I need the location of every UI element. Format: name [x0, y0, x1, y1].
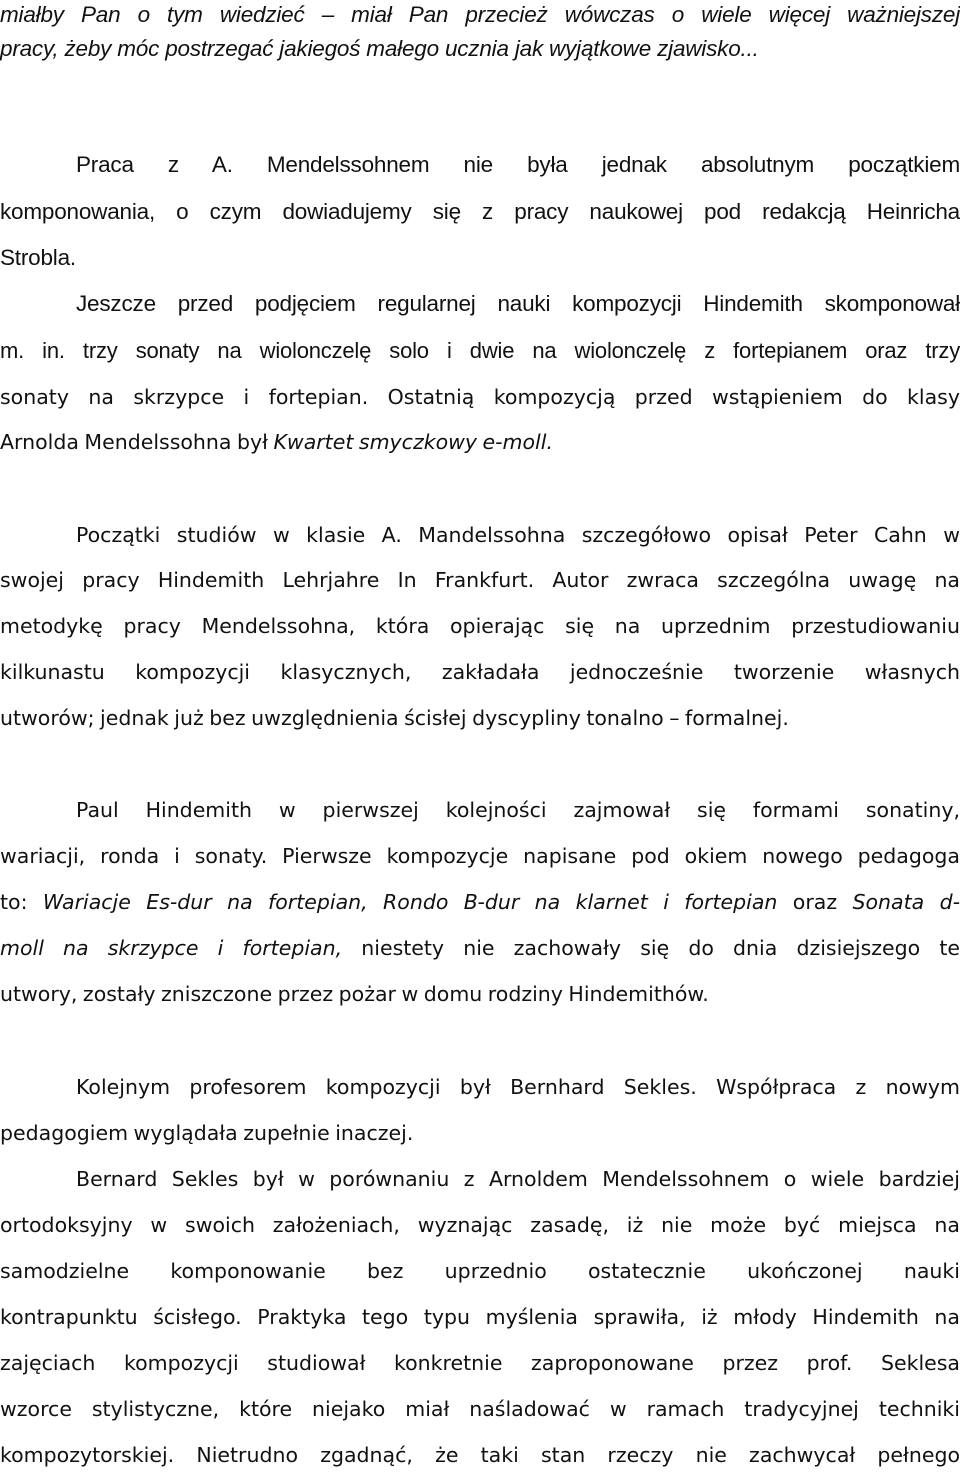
text-line: Początki studiów w klasie A. Mandelssohna szczegółowo opisał Peter Cahn w	[76, 523, 960, 547]
text-span: niestety nie zachowały się do dnia dzisiejszego te	[342, 936, 960, 960]
text-line: Bernard Sekles był w porównaniu z Arnoldem Mendelssohnem o wiele bardziej	[76, 1167, 960, 1191]
text-line	[0, 936, 960, 960]
text-line: pedagogiem wyglądała zupełnie inaczej.	[0, 1121, 414, 1145]
work-title: Wariacje Es-dur na fortepian, Rondo B-dur na klarnet i fortepian	[42, 890, 778, 914]
text-line: kompozytorskiej. Nietrudno zgadnąć, że taki stan rzeczy nie zachwycał pełnego	[0, 1443, 960, 1467]
text-line: swojej pracy Hindemith Lehrjahre In Frankfurt. Autor zwraca szczególna uwagę na	[0, 568, 960, 592]
text-line: sonaty na skrzypce i fortepian. Ostatnią kompozycją przed wstąpieniem do klasy	[0, 385, 960, 409]
text-line: utwory, zostały zniszczone przez pożar w domu rodziny Hindemithów.	[0, 982, 709, 1006]
text-line: wzorce stylistyczne, które niejako miał naśladować w ramach tradycyjnej techniki	[0, 1397, 960, 1421]
text-line: Kolejnym profesorem kompozycji był Bernhard Sekles. Współpraca z nowym	[76, 1075, 960, 1099]
text-line	[0, 430, 960, 454]
text-line: komponowania, o czym dowiadujemy się z pracy naukowej pod redakcją Heinricha	[0, 199, 960, 224]
work-title: moll na skrzypce i fortepian,	[0, 936, 343, 960]
text-line: zajęciach kompozycji studiował konkretnie zaproponowane przez prof. Seklesa	[0, 1351, 960, 1375]
text-line	[0, 890, 960, 914]
text-line: m. in. trzy sonaty na wiolonczelę solo i dwie na wiolonczelę z fortepianem oraz trzy	[0, 338, 960, 363]
text-line: utworów; jednak już bez uwzględnienia ścisłej dyscypliny tonalno – formalnej.	[0, 706, 789, 730]
text-span: to:	[0, 890, 43, 914]
text-line: metodykę pracy Mendelssohna, która opierając się na uprzednim przestudiowaniu	[0, 614, 960, 638]
text-line: Praca z A. Mendelssohnem nie była jednak absolutnym początkiem	[76, 152, 960, 177]
text-line: kilkunastu kompozycji klasycznych, zakładała jednocześnie tworzenie własnych	[0, 660, 960, 684]
text-line: Jeszcze przed podjęciem regularnej nauki kompozycji Hindemith skomponował	[76, 291, 960, 316]
text-line: ortodoksyjny w swoich założeniach, wyznając zasadę, iż nie może być miejsca na	[0, 1213, 960, 1237]
text-span: Arnolda Mendelssohna był	[0, 430, 274, 454]
work-title: Kwartet smyczkowy e-moll.	[273, 430, 553, 454]
text-span: oraz	[777, 890, 853, 914]
text-line: pracy, żeby móc postrzegać jakiegoś małego ucznia jak wyjątkowe zjawisko...	[0, 36, 759, 61]
text-line: wariacji, ronda i sonaty. Pierwsze kompozycje napisane pod okiem nowego pedagoga	[0, 844, 960, 868]
text-line: Paul Hindemith w pierwszej kolejności zajmował się formami sonatiny,	[76, 798, 960, 822]
work-title: Sonata d-	[852, 890, 960, 914]
text-line: kontrapunktu ścisłego. Praktyka tego typu myślenia sprawiła, iż młody Hindemith na	[0, 1305, 960, 1329]
text-line: miałby Pan o tym wiedzieć – miał Pan przecież wówczas o wiele więcej ważniejszej	[0, 2, 960, 27]
text-line: samodzielne komponowanie bez uprzednio ostatecznie ukończonej nauki	[0, 1259, 960, 1283]
text-line: Strobla.	[0, 245, 76, 270]
